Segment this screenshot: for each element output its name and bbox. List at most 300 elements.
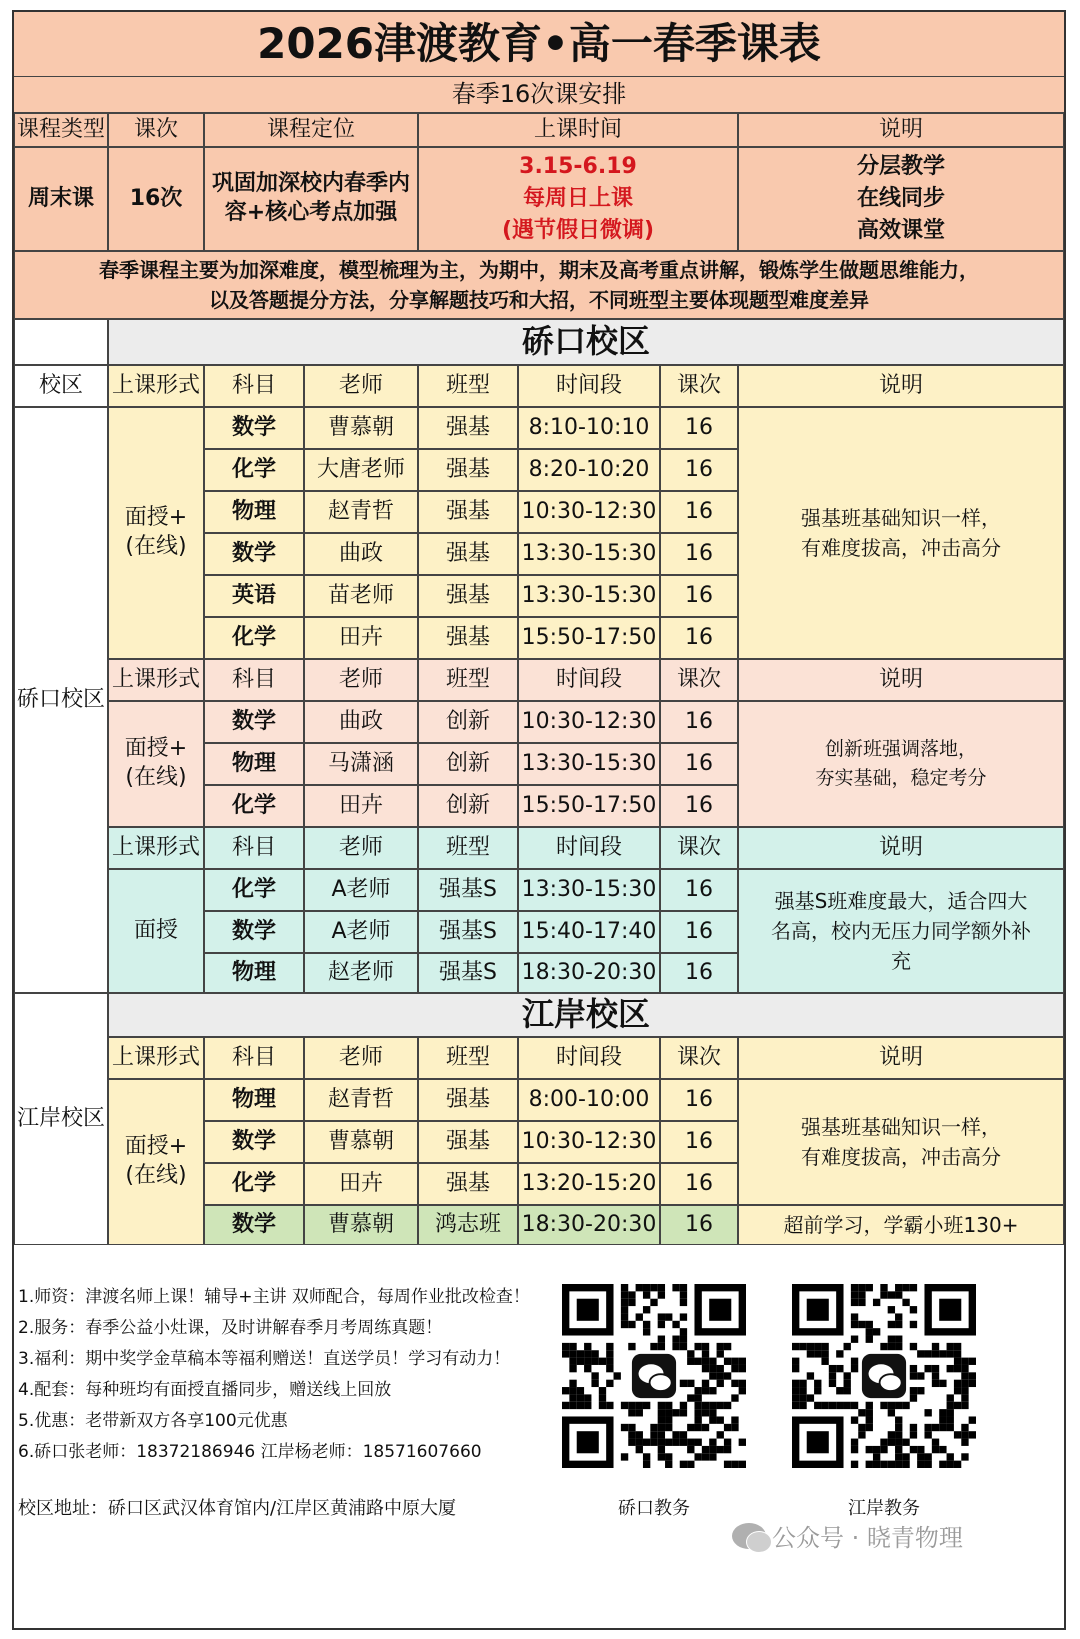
mode-cell [108, 1079, 204, 1245]
qr-module [702, 1350, 709, 1357]
count-cell: 16 [660, 575, 738, 617]
qr-module [621, 1306, 628, 1313]
qr-module [672, 1409, 679, 1416]
class-cell: 强基 [418, 1079, 518, 1121]
qr-module [866, 1328, 873, 1335]
qr-module [895, 1439, 902, 1446]
qr-module [739, 1380, 746, 1387]
qr-module [917, 1372, 924, 1379]
qr-module [731, 1394, 738, 1401]
qr-module [961, 1439, 968, 1446]
qr-module [643, 1284, 650, 1291]
qr-module [709, 1365, 716, 1372]
time-cell: 18:30-20:30 [518, 953, 660, 993]
qr-module [932, 1446, 939, 1453]
qr-module [858, 1424, 865, 1431]
qr-module [799, 1402, 806, 1409]
qr-module [687, 1461, 694, 1468]
overview-time-line: (遇节假日微调) [501, 217, 655, 243]
qr-module [599, 1402, 606, 1409]
qr-module [969, 1358, 976, 1365]
qr-module [969, 1416, 976, 1423]
count-cell: 16 [660, 701, 738, 743]
qr-module [939, 1446, 946, 1453]
qr-module [731, 1380, 738, 1387]
qr-module [902, 1453, 909, 1460]
qr-module [851, 1358, 858, 1365]
qr-module [792, 1394, 799, 1401]
qr-module [902, 1299, 909, 1306]
qr-module [562, 1343, 569, 1350]
header-count: 课次 [660, 659, 738, 701]
qr-module [643, 1291, 650, 1298]
qr-module [895, 1446, 902, 1453]
qr-module [829, 1372, 836, 1379]
class-cell: 强基 [418, 491, 518, 533]
qr-module [621, 1453, 628, 1460]
qr-module [866, 1321, 873, 1328]
header-note: 说明 [738, 365, 1064, 407]
qr-module [621, 1424, 628, 1431]
note-line: 夯实基础，稳定考分 [815, 767, 987, 789]
qr-module [577, 1394, 584, 1401]
qr-module [947, 1409, 954, 1416]
qr-module [680, 1402, 687, 1409]
mode-line: 面授+ [124, 1134, 188, 1160]
page-title: 2026津渡教育•高一春季课表 [14, 12, 1064, 77]
header-count: 课次 [660, 827, 738, 869]
qr-module [717, 1350, 724, 1357]
qr-module [672, 1321, 679, 1328]
qr-module [924, 1350, 931, 1357]
subject-cell: 数学 [204, 1121, 304, 1163]
qr-module [636, 1313, 643, 1320]
qr-module [731, 1424, 738, 1431]
qr-module [866, 1446, 873, 1453]
overview-header-time: 上课时间 [418, 113, 738, 147]
mode-line: (在线) [125, 765, 187, 790]
count-cell: 16 [660, 491, 738, 533]
qr-module [939, 1416, 946, 1423]
qr-module [621, 1299, 628, 1306]
subject-cell: 数学 [204, 407, 304, 449]
qr-module [739, 1461, 746, 1468]
qr-module [717, 1365, 724, 1372]
qr-module [680, 1299, 687, 1306]
qr-module [910, 1387, 917, 1394]
qr-module [628, 1439, 635, 1446]
qr-module [724, 1446, 731, 1453]
qr-module [665, 1461, 672, 1468]
qr-module [658, 1439, 665, 1446]
count-cell: 16 [660, 785, 738, 827]
qr-module [680, 1284, 687, 1291]
mode-line: (在线) [125, 1163, 187, 1188]
qr-module [694, 1424, 701, 1431]
mode-line: 面授+ [124, 736, 188, 762]
qr-module [577, 1387, 584, 1394]
qr-module [910, 1424, 917, 1431]
qr-module [829, 1402, 836, 1409]
header-teacher: 老师 [304, 827, 418, 869]
qr-module [591, 1358, 598, 1365]
class-cell: 强基S [418, 953, 518, 993]
qr-module [569, 1358, 576, 1365]
qr-module [672, 1284, 679, 1291]
qr-module [584, 1358, 591, 1365]
qr-module [658, 1453, 665, 1460]
subject-cell: 物理 [204, 953, 304, 993]
qr-module [866, 1284, 873, 1291]
campus-blank [14, 319, 108, 365]
qr-module [658, 1446, 665, 1453]
qr-module [836, 1365, 843, 1372]
qr-module [599, 1387, 606, 1394]
time-cell: 15:40-17:40 [518, 911, 660, 953]
note-cell [738, 701, 1064, 827]
qr-module [910, 1343, 917, 1350]
qr-module [709, 1358, 716, 1365]
qr-module [851, 1313, 858, 1320]
qr-module [932, 1343, 939, 1350]
qr-module [672, 1431, 679, 1438]
qr-module [687, 1394, 694, 1401]
qr-module [947, 1365, 954, 1372]
time-cell: 13:30-15:30 [518, 869, 660, 911]
qr-module [702, 1343, 709, 1350]
qr-module [694, 1416, 701, 1423]
qr-module [866, 1424, 873, 1431]
overview-note-line: 高效课堂 [856, 217, 945, 243]
qr-module [621, 1291, 628, 1298]
overview-count: 16次 [108, 147, 204, 251]
qr-module [680, 1409, 687, 1416]
qr-module [814, 1402, 821, 1409]
footer-item: 3.福利：期中奖学金草稿本等福利赠送！直送学员！学习有动力！ [18, 1349, 511, 1369]
qr-module [902, 1402, 909, 1409]
qr-module [731, 1416, 738, 1423]
qr-module [910, 1284, 917, 1291]
time-cell: 8:10-10:10 [518, 407, 660, 449]
qr-module [650, 1424, 657, 1431]
qr-module [569, 1343, 576, 1350]
class-cell: 强基S [418, 911, 518, 953]
qr-module [844, 1387, 851, 1394]
qr-module [591, 1372, 598, 1379]
qr-module [717, 1402, 724, 1409]
qr-module [947, 1350, 954, 1357]
qr-module [724, 1402, 731, 1409]
header-subject: 科目 [204, 659, 304, 701]
qr-module [866, 1461, 873, 1468]
qr-module [844, 1343, 851, 1350]
qr-module [895, 1431, 902, 1438]
teacher-cell: 田卉 [304, 785, 418, 827]
qr-module [895, 1321, 902, 1328]
class-cell: 强基 [418, 407, 518, 449]
header-class: 班型 [418, 827, 518, 869]
campus-label-jiangan: 江岸校区 [14, 993, 108, 1245]
qr-module [731, 1358, 738, 1365]
qr-module [569, 1402, 576, 1409]
qr-module [702, 1365, 709, 1372]
header-class: 班型 [418, 659, 518, 701]
note-line: 有难度拔高，冲击高分 [801, 1145, 1001, 1169]
count-cell: 16 [660, 953, 738, 993]
schedule-poster [12, 10, 1066, 1630]
qr-module [814, 1350, 821, 1357]
qr-module [694, 1387, 701, 1394]
qr-module [694, 1343, 701, 1350]
qr-module [851, 1446, 858, 1453]
qr-module [724, 1461, 731, 1468]
qr-module [584, 1365, 591, 1372]
teacher-cell: 苗老师 [304, 575, 418, 617]
qr-module [628, 1402, 635, 1409]
description-line: 以及答题提分方法，分享解题技巧和大招，不同班型主要体现题型难度差异 [209, 288, 869, 312]
qr-module [880, 1284, 887, 1291]
qr-label-jiangan: 江岸教务 [848, 1498, 920, 1519]
header-note: 说明 [738, 659, 1064, 701]
qr-module [895, 1461, 902, 1468]
wechat-logo-icon [880, 1374, 902, 1391]
footer-list [18, 1282, 578, 1468]
qr-module [687, 1358, 694, 1365]
qr-module [917, 1350, 924, 1357]
qr-module [621, 1284, 628, 1291]
qr-module [910, 1306, 917, 1313]
qr-module [880, 1446, 887, 1453]
qr-module [658, 1409, 665, 1416]
qr-module [954, 1402, 961, 1409]
header-count: 课次 [660, 365, 738, 407]
qr-module [932, 1424, 939, 1431]
header-mode: 上课形式 [108, 1037, 204, 1079]
qr-module [902, 1439, 909, 1446]
header-time: 时间段 [518, 659, 660, 701]
qr-module [584, 1394, 591, 1401]
qr-module [709, 1409, 716, 1416]
qr-module [792, 1380, 799, 1387]
time-cell: 13:20-15:20 [518, 1163, 660, 1205]
qr-module [658, 1431, 665, 1438]
qr-module [910, 1321, 917, 1328]
qr-module [851, 1365, 858, 1372]
header-teacher: 老师 [304, 659, 418, 701]
footer-item: 4.配套：每种班均有面授直播同步，赠送线上回放 [18, 1380, 392, 1400]
subject-cell: 物理 [204, 1079, 304, 1121]
time-cell: 10:30-12:30 [518, 1121, 660, 1163]
qr-module [947, 1343, 954, 1350]
qr-module [792, 1358, 799, 1365]
qr-module [858, 1291, 865, 1298]
count-cell: 16 [660, 1205, 738, 1245]
time-cell: 10:30-12:30 [518, 491, 660, 533]
qr-code-qiaokou[interactable] [562, 1284, 746, 1468]
qr-module [680, 1343, 687, 1350]
qr-module [717, 1343, 724, 1350]
note-line: 强基班基础知识一样， [801, 506, 1001, 530]
qr-module [643, 1321, 650, 1328]
qr-module [961, 1424, 968, 1431]
qr-module [658, 1343, 665, 1350]
qr-module [672, 1439, 679, 1446]
qr-code-jiangan[interactable] [792, 1284, 976, 1468]
qr-module [628, 1343, 635, 1350]
watermark-text: 公众号 · 晓青物理 [772, 1524, 963, 1552]
note-cell [738, 869, 1064, 993]
qr-module [650, 1284, 657, 1291]
count-cell: 16 [660, 1163, 738, 1205]
qr-module [961, 1380, 968, 1387]
qr-module [954, 1387, 961, 1394]
qr-module [702, 1380, 709, 1387]
class-cell: 强基 [418, 1121, 518, 1163]
footer-item: 1.师资：津渡名师上课！辅导+主讲 双师配合，每周作业批改检查！ [18, 1287, 530, 1307]
qr-module [939, 1461, 946, 1468]
qr-module [665, 1409, 672, 1416]
qr-module [851, 1416, 858, 1423]
qr-module [562, 1387, 569, 1394]
qr-module [866, 1409, 873, 1416]
qr-module [628, 1299, 635, 1306]
qr-module [606, 1365, 613, 1372]
qr-module [599, 1394, 606, 1401]
qr-module [888, 1336, 895, 1343]
qr-module [888, 1306, 895, 1313]
count-cell: 16 [660, 743, 738, 785]
subject-cell: 数学 [204, 1205, 304, 1245]
count-cell: 16 [660, 1079, 738, 1121]
qr-module [694, 1358, 701, 1365]
mode-cell: 面授 [108, 869, 204, 993]
qr-module [821, 1402, 828, 1409]
qr-module [702, 1402, 709, 1409]
qr-module [851, 1336, 858, 1343]
header-class: 班型 [418, 365, 518, 407]
qr-module [939, 1409, 946, 1416]
page-subtitle: 春季16次课安排 [14, 77, 1064, 113]
header-mode: 上课形式 [108, 827, 204, 869]
campus-label-qiaokou: 硚口校区 [14, 407, 108, 993]
note-line: 强基班基础知识一样， [801, 1115, 1001, 1139]
qr-module [851, 1402, 858, 1409]
teacher-cell: 曲政 [304, 701, 418, 743]
overview-header-type: 课程类型 [14, 113, 108, 147]
qr-module [680, 1431, 687, 1438]
qr-module [650, 1343, 657, 1350]
qr-module [702, 1409, 709, 1416]
qr-module [724, 1358, 731, 1365]
qr-module [687, 1424, 694, 1431]
qr-module [658, 1402, 665, 1409]
qr-module [844, 1380, 851, 1387]
qr-module [658, 1336, 665, 1343]
header-teacher: 老师 [304, 365, 418, 407]
header-time: 时间段 [518, 1037, 660, 1079]
qr-module [717, 1372, 724, 1379]
overview-note-line: 在线同步 [856, 186, 945, 212]
count-cell: 16 [660, 1121, 738, 1163]
qr-module [628, 1424, 635, 1431]
overview-positioning [204, 147, 418, 251]
count-cell: 16 [660, 617, 738, 659]
qr-module [792, 1365, 799, 1372]
mode-line: 面授+ [124, 505, 188, 531]
qr-module [643, 1328, 650, 1335]
header-count: 课次 [660, 1037, 738, 1079]
qr-module [584, 1350, 591, 1357]
qr-finder [939, 1299, 961, 1321]
overview-time-line: 每周日上课 [522, 186, 633, 212]
note-line: 强基S班难度最大，适合四大 [774, 889, 1028, 913]
qr-module [873, 1446, 880, 1453]
class-cell: 强基 [418, 617, 518, 659]
qr-module [665, 1402, 672, 1409]
qr-finder [709, 1299, 731, 1321]
qr-module [807, 1372, 814, 1379]
class-cell: 强基 [418, 1163, 518, 1205]
overview-time [418, 147, 738, 251]
teacher-cell: 马潇涵 [304, 743, 418, 785]
qr-module [621, 1321, 628, 1328]
qr-module [658, 1284, 665, 1291]
qr-module [672, 1343, 679, 1350]
qr-module [577, 1358, 584, 1365]
qr-module [658, 1291, 665, 1298]
teacher-cell: 赵青哲 [304, 491, 418, 533]
qr-module [932, 1380, 939, 1387]
qr-module [880, 1461, 887, 1468]
subject-cell: 数学 [204, 911, 304, 953]
qr-module [895, 1291, 902, 1298]
qr-module [954, 1380, 961, 1387]
qr-module [687, 1439, 694, 1446]
class-cell: 创新 [418, 785, 518, 827]
qr-module [569, 1350, 576, 1357]
qr-module [924, 1409, 931, 1416]
qr-finder [807, 1431, 829, 1453]
qr-module [606, 1343, 613, 1350]
qr-module [562, 1350, 569, 1357]
subject-cell: 化学 [204, 1163, 304, 1205]
qr-module [910, 1365, 917, 1372]
qr-finder [807, 1299, 829, 1321]
count-cell: 16 [660, 407, 738, 449]
qr-module [709, 1416, 716, 1423]
header-time: 时间段 [518, 827, 660, 869]
qr-module [954, 1461, 961, 1468]
class-cell: 强基 [418, 575, 518, 617]
note-line: 有难度拔高，冲击高分 [801, 536, 1001, 560]
qr-module [665, 1439, 672, 1446]
qr-module [702, 1453, 709, 1460]
qr-module [665, 1424, 672, 1431]
qr-module [947, 1453, 954, 1460]
overview-note [738, 147, 1064, 251]
header-campus: 校区 [14, 365, 108, 407]
qr-module [591, 1380, 598, 1387]
qr-module [895, 1416, 902, 1423]
qr-module [924, 1453, 931, 1460]
qr-module [687, 1350, 694, 1357]
qr-module [739, 1387, 746, 1394]
class-cell: 强基S [418, 869, 518, 911]
qr-module [939, 1380, 946, 1387]
qr-module [917, 1453, 924, 1460]
qr-module [888, 1343, 895, 1350]
qr-module [577, 1402, 584, 1409]
